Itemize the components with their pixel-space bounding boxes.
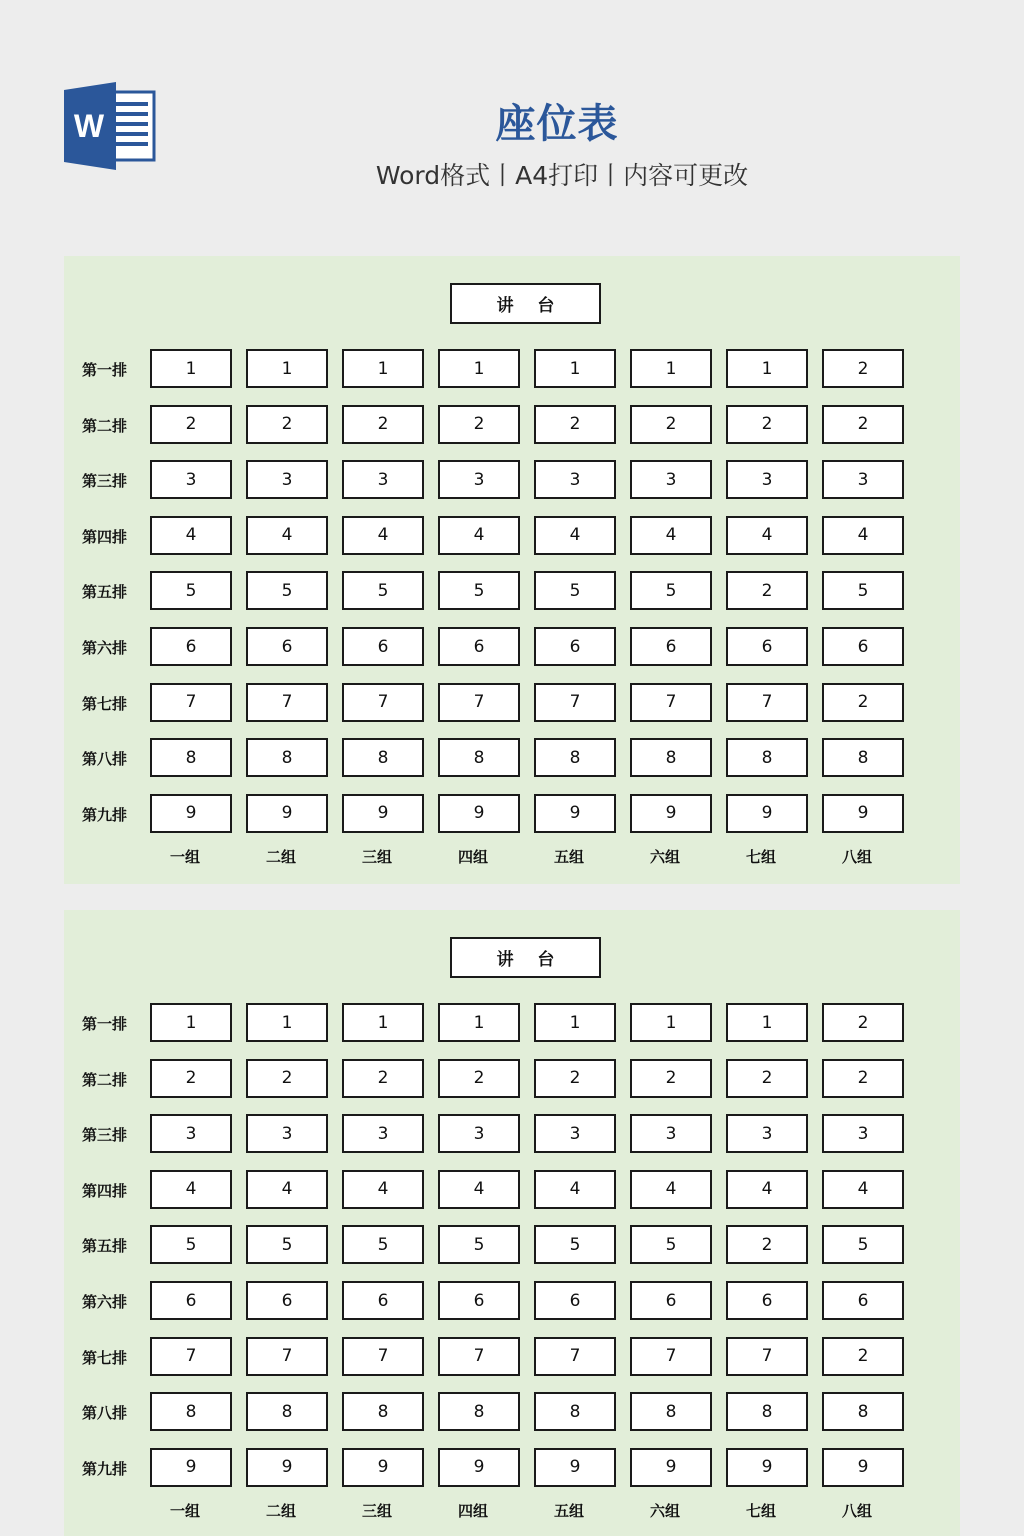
seat-cell[interactable]: 5 xyxy=(630,571,712,610)
seat-cell[interactable]: 2 xyxy=(630,405,712,444)
seat-cell[interactable]: 5 xyxy=(630,1225,712,1264)
seat-cell[interactable]: 5 xyxy=(822,1225,904,1264)
seat-cell[interactable]: 8 xyxy=(822,1392,904,1431)
seat-cell[interactable]: 8 xyxy=(726,1392,808,1431)
seat-cell[interactable]: 3 xyxy=(342,460,424,499)
seat-cell[interactable]: 9 xyxy=(534,1448,616,1487)
seat-cell[interactable]: 4 xyxy=(150,1170,232,1209)
seat-cell[interactable]: 9 xyxy=(438,794,520,833)
seat-cell[interactable]: 6 xyxy=(726,627,808,666)
seat-cell[interactable]: 1 xyxy=(630,1003,712,1042)
seat-cell[interactable]: 3 xyxy=(726,460,808,499)
seat-cell[interactable]: 9 xyxy=(726,794,808,833)
seat-cell[interactable]: 7 xyxy=(630,1337,712,1376)
seat-cell[interactable]: 3 xyxy=(246,460,328,499)
seat-cell[interactable]: 3 xyxy=(534,460,616,499)
seat-cell[interactable]: 5 xyxy=(150,1225,232,1264)
seat-cell[interactable]: 3 xyxy=(246,1114,328,1153)
row-label: 第五排 xyxy=(82,1237,128,1256)
seat-cell[interactable]: 7 xyxy=(534,1337,616,1376)
group-label: 一组 xyxy=(169,1502,200,1521)
seat-cell[interactable]: 1 xyxy=(150,1003,232,1042)
seat-cell[interactable]: 1 xyxy=(726,349,808,388)
seat-cell[interactable]: 9 xyxy=(150,794,232,833)
seat-cell[interactable]: 8 xyxy=(534,738,616,777)
seat-cell[interactable]: 3 xyxy=(822,460,904,499)
seat-cell[interactable]: 5 xyxy=(246,571,328,610)
seat-cell[interactable]: 2 xyxy=(726,405,808,444)
seat-cell[interactable]: 7 xyxy=(150,683,232,722)
seat-cell[interactable]: 4 xyxy=(726,516,808,555)
seat-cell[interactable]: 7 xyxy=(342,683,424,722)
page-subtitle: Word格式丨A4打印丨内容可更改 xyxy=(375,161,749,190)
seat-cell[interactable]: 4 xyxy=(438,1170,520,1209)
seat-cell[interactable]: 3 xyxy=(438,1114,520,1153)
group-label: 三组 xyxy=(361,1502,392,1521)
seat-cell[interactable]: 6 xyxy=(246,1281,328,1320)
seat-cell[interactable]: 9 xyxy=(726,1448,808,1487)
seat-cell[interactable]: 2 xyxy=(822,1003,904,1042)
seating-chart-2 xyxy=(64,910,960,1536)
group-label: 五组 xyxy=(553,848,584,867)
seat-cell[interactable]: 2 xyxy=(726,571,808,610)
row-label: 第二排 xyxy=(82,1070,128,1089)
svg-text:W: W xyxy=(73,108,105,144)
seat-cell[interactable]: 2 xyxy=(150,405,232,444)
seat-cell[interactable]: 1 xyxy=(534,349,616,388)
seat-cell[interactable]: 6 xyxy=(630,627,712,666)
group-label: 五组 xyxy=(553,1502,584,1521)
seat-cell[interactable]: 8 xyxy=(630,738,712,777)
seat-cell[interactable]: 5 xyxy=(438,1225,520,1264)
seat-cell[interactable]: 6 xyxy=(534,1281,616,1320)
seat-cell[interactable]: 2 xyxy=(726,1225,808,1264)
seat-cell[interactable]: 8 xyxy=(630,1392,712,1431)
seat-cell[interactable]: 2 xyxy=(822,349,904,388)
seat-cell[interactable]: 3 xyxy=(726,1114,808,1153)
seat-cell[interactable]: 4 xyxy=(534,1170,616,1209)
seat-cell[interactable]: 1 xyxy=(150,349,232,388)
seat-cell[interactable]: 2 xyxy=(534,405,616,444)
seat-cell[interactable]: 6 xyxy=(150,1281,232,1320)
seat-cell[interactable]: 4 xyxy=(438,516,520,555)
seat-cell[interactable]: 6 xyxy=(342,1281,424,1320)
row-label: 第三排 xyxy=(82,472,128,491)
seat-cell[interactable]: 7 xyxy=(726,683,808,722)
seat-cell[interactable]: 4 xyxy=(150,516,232,555)
row-label: 第一排 xyxy=(82,1015,128,1033)
row-label: 第九排 xyxy=(82,1459,128,1478)
seat-cell[interactable]: 9 xyxy=(246,794,328,833)
seat-cell[interactable]: 8 xyxy=(150,738,232,777)
seat-cell[interactable]: 6 xyxy=(822,1281,904,1320)
seat-cell[interactable]: 7 xyxy=(150,1337,232,1376)
row-label: 第八排 xyxy=(82,750,128,769)
seat-cell[interactable]: 3 xyxy=(342,1114,424,1153)
row-label: 第六排 xyxy=(82,639,128,657)
seat-cell[interactable]: 8 xyxy=(150,1392,232,1431)
row-label: 第三排 xyxy=(82,1126,128,1145)
row-label: 第四排 xyxy=(82,1181,128,1200)
seat-cell[interactable]: 2 xyxy=(246,1059,328,1098)
seat-cell[interactable]: 5 xyxy=(438,571,520,610)
seat-cell[interactable]: 2 xyxy=(246,405,328,444)
seat-cell[interactable]: 1 xyxy=(342,349,424,388)
group-label: 三组 xyxy=(361,848,392,867)
seat-cell[interactable]: 6 xyxy=(246,627,328,666)
seat-cell[interactable]: 3 xyxy=(438,460,520,499)
seat-cell[interactable]: 2 xyxy=(438,1059,520,1098)
seat-cell[interactable]: 5 xyxy=(150,571,232,610)
seat-cell[interactable]: 1 xyxy=(630,349,712,388)
seat-cell[interactable]: 4 xyxy=(342,1170,424,1209)
group-label: 二组 xyxy=(265,1502,296,1521)
seat-cell[interactable]: 1 xyxy=(534,1003,616,1042)
seat-cell[interactable]: 3 xyxy=(630,460,712,499)
seat-cell[interactable]: 9 xyxy=(342,794,424,833)
seat-cell[interactable]: 6 xyxy=(342,627,424,666)
seat-cell[interactable]: 9 xyxy=(822,1448,904,1487)
seat-cell[interactable]: 7 xyxy=(534,683,616,722)
group-label: 八组 xyxy=(841,1502,872,1521)
podium: 讲 台 xyxy=(450,283,601,324)
seat-cell[interactable]: 6 xyxy=(630,1281,712,1320)
row-label: 第四排 xyxy=(82,527,128,546)
seat-cell[interactable]: 5 xyxy=(534,571,616,610)
seat-cell[interactable]: 4 xyxy=(342,516,424,555)
seat-cell[interactable]: 7 xyxy=(246,683,328,722)
seat-cell[interactable]: 1 xyxy=(726,1003,808,1042)
seat-cell[interactable]: 2 xyxy=(342,1059,424,1098)
seat-cell[interactable]: 8 xyxy=(726,738,808,777)
seat-cell[interactable]: 8 xyxy=(534,1392,616,1431)
seat-cell[interactable]: 8 xyxy=(822,738,904,777)
seat-cell[interactable]: 7 xyxy=(246,1337,328,1376)
seat-cell[interactable]: 5 xyxy=(342,571,424,610)
seat-cell[interactable]: 8 xyxy=(438,1392,520,1431)
seat-cell[interactable]: 4 xyxy=(822,516,904,555)
seat-cell[interactable]: 9 xyxy=(342,1448,424,1487)
seat-cell[interactable]: 7 xyxy=(630,683,712,722)
seat-cell[interactable]: 7 xyxy=(438,683,520,722)
seat-cell[interactable]: 6 xyxy=(822,627,904,666)
seat-cell[interactable]: 2 xyxy=(438,405,520,444)
seat-cell[interactable]: 2 xyxy=(630,1059,712,1098)
seat-cell[interactable]: 7 xyxy=(342,1337,424,1376)
seat-cell[interactable]: 6 xyxy=(438,1281,520,1320)
seat-cell[interactable]: 9 xyxy=(438,1448,520,1487)
seat-cell[interactable]: 3 xyxy=(150,460,232,499)
seat-cell[interactable]: 3 xyxy=(150,1114,232,1153)
seat-cell[interactable]: 3 xyxy=(630,1114,712,1153)
seat-cell[interactable]: 2 xyxy=(342,405,424,444)
seat-cell[interactable]: 8 xyxy=(342,1392,424,1431)
row-label: 第八排 xyxy=(82,1404,128,1423)
seat-cell[interactable]: 4 xyxy=(534,516,616,555)
seat-cell[interactable]: 2 xyxy=(822,683,904,722)
row-label: 第二排 xyxy=(82,416,128,435)
seat-cell[interactable]: 9 xyxy=(246,1448,328,1487)
seat-cell[interactable]: 1 xyxy=(246,349,328,388)
group-label: 六组 xyxy=(649,1502,680,1521)
group-label: 一组 xyxy=(169,848,200,867)
seat-cell[interactable]: 3 xyxy=(822,1114,904,1153)
seat-cell[interactable]: 4 xyxy=(822,1170,904,1209)
seat-cell[interactable]: 2 xyxy=(822,405,904,444)
seat-cell[interactable]: 4 xyxy=(726,1170,808,1209)
seat-cell[interactable]: 4 xyxy=(246,1170,328,1209)
seat-cell[interactable]: 6 xyxy=(534,627,616,666)
group-label: 四组 xyxy=(457,1502,488,1521)
podium: 讲 台 xyxy=(450,937,601,978)
seat-cell[interactable]: 1 xyxy=(438,1003,520,1042)
seat-cell[interactable]: 9 xyxy=(534,794,616,833)
seat-cell[interactable]: 6 xyxy=(438,627,520,666)
seat-cell[interactable]: 5 xyxy=(342,1225,424,1264)
seat-cell[interactable]: 9 xyxy=(822,794,904,833)
seat-cell[interactable]: 7 xyxy=(726,1337,808,1376)
group-label: 七组 xyxy=(745,1502,776,1521)
seat-cell[interactable]: 4 xyxy=(630,516,712,555)
group-label: 二组 xyxy=(265,848,296,867)
row-label: 第五排 xyxy=(82,583,128,602)
seat-cell[interactable]: 4 xyxy=(246,516,328,555)
row-label: 第九排 xyxy=(82,805,128,824)
row-label: 第七排 xyxy=(82,694,128,713)
seat-cell[interactable]: 7 xyxy=(438,1337,520,1376)
seat-cell[interactable]: 5 xyxy=(534,1225,616,1264)
group-label: 四组 xyxy=(457,848,488,867)
group-label: 八组 xyxy=(841,848,872,867)
seat-cell[interactable]: 2 xyxy=(150,1059,232,1098)
seat-cell[interactable]: 9 xyxy=(150,1448,232,1487)
row-label: 第七排 xyxy=(82,1348,128,1367)
seat-cell[interactable]: 6 xyxy=(726,1281,808,1320)
seat-cell[interactable]: 8 xyxy=(246,1392,328,1431)
seat-cell[interactable]: 9 xyxy=(630,1448,712,1487)
seat-cell[interactable]: 1 xyxy=(342,1003,424,1042)
seat-cell[interactable]: 4 xyxy=(630,1170,712,1209)
row-label: 第一排 xyxy=(82,361,128,379)
seat-cell[interactable]: 2 xyxy=(534,1059,616,1098)
seat-cell[interactable]: 9 xyxy=(630,794,712,833)
seat-cell[interactable]: 2 xyxy=(822,1337,904,1376)
seat-cell[interactable]: 8 xyxy=(342,738,424,777)
seat-cell[interactable]: 2 xyxy=(822,1059,904,1098)
seat-cell[interactable]: 1 xyxy=(246,1003,328,1042)
group-label: 六组 xyxy=(649,848,680,867)
seat-cell[interactable]: 2 xyxy=(726,1059,808,1098)
seating-chart-1 xyxy=(64,256,960,884)
row-label: 第六排 xyxy=(82,1293,128,1311)
seat-cell[interactable]: 6 xyxy=(150,627,232,666)
seat-cell[interactable]: 1 xyxy=(438,349,520,388)
seat-cell[interactable]: 5 xyxy=(822,571,904,610)
seat-cell[interactable]: 8 xyxy=(438,738,520,777)
group-label: 七组 xyxy=(745,848,776,867)
seat-cell[interactable]: 5 xyxy=(246,1225,328,1264)
seat-cell[interactable]: 3 xyxy=(534,1114,616,1153)
page-title: 座位表 xyxy=(495,101,619,147)
seat-cell[interactable]: 8 xyxy=(246,738,328,777)
